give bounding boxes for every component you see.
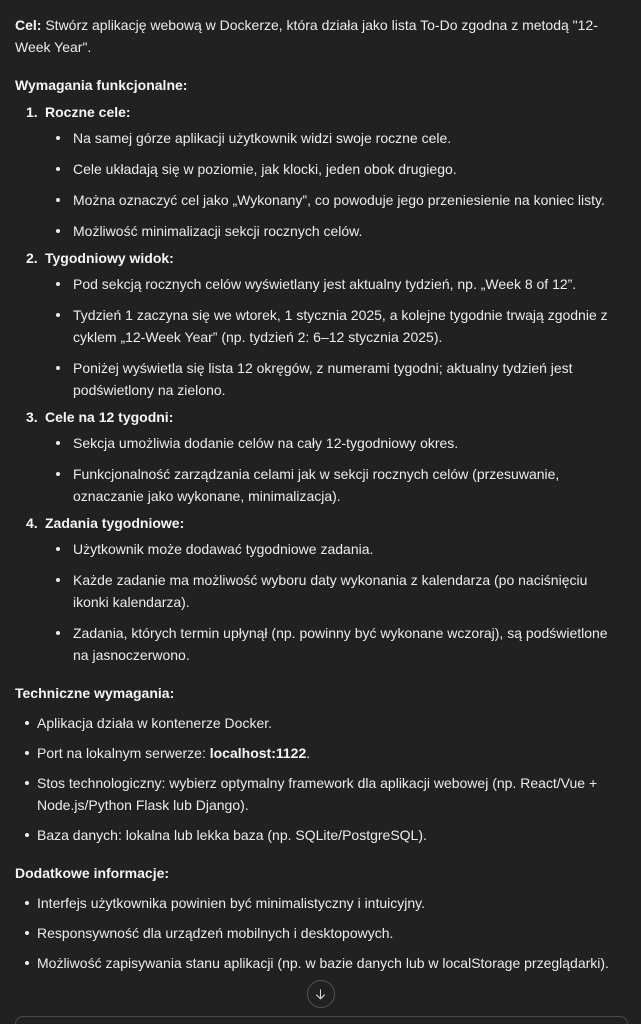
scroll-to-bottom-button[interactable] xyxy=(307,980,335,1008)
bullet-text: Baza danych: lokalna lub lekka baza (np. SQLite/PostgreSQL). xyxy=(37,827,427,843)
bullet-marker-icon xyxy=(56,282,60,286)
bullet-marker-icon xyxy=(56,631,60,635)
bullet-text: Stos technologiczny: wybierz optymalny framework dla aplikacji webowej (np. React/Vue + Node.js/Python Flask lub Django). xyxy=(37,775,598,813)
bullet-item xyxy=(15,712,626,734)
list-number: 1. xyxy=(26,104,38,120)
bullet-marker-icon xyxy=(56,366,60,370)
numbered-item-4-bullets xyxy=(15,534,626,666)
bullet-text: Poniżej wyświetla się lista 12 okręgów, z numerami tygodni; aktualny tydzień jest podświetlony na zielono. xyxy=(73,360,573,398)
port-value: localhost:1122 xyxy=(209,745,307,761)
technical-bullets xyxy=(15,704,626,846)
numbered-item-1-head xyxy=(15,101,626,123)
bullet-item xyxy=(15,952,626,974)
list-number: 3. xyxy=(26,409,38,425)
bullet-item xyxy=(15,538,626,560)
bullet-marker-icon xyxy=(56,167,60,171)
numbered-item-3 xyxy=(15,406,626,507)
bullet-item xyxy=(15,922,626,944)
bullet-text: Funkcjonalność zarządzania celami jak w sekcji rocznych celów (przesuwanie, oznaczanie jako wykonane, minimalizacja). xyxy=(73,466,560,504)
bullet-text: Każde zadanie ma możliwość wyboru daty wykonania z kalendarza (po naciśnięciu ikonki kalendarza). xyxy=(73,572,588,610)
numbered-item-1-bullets xyxy=(15,123,626,242)
bullet-item xyxy=(15,220,626,242)
port-period: . xyxy=(306,745,311,761)
numbered-item-1 xyxy=(15,101,626,242)
bullet-marker-icon xyxy=(25,901,29,905)
numbered-item-title: Cele na 12 tygodni: xyxy=(45,409,174,425)
bullet-marker-icon xyxy=(25,721,29,725)
numbered-item-title: Tygodniowy widok: xyxy=(45,250,174,266)
bullet-text: Sekcja umożliwia dodanie celów na cały 12-tygodniowy okres. xyxy=(73,435,459,451)
bullet-marker-icon xyxy=(56,441,60,445)
bullet-marker-icon xyxy=(56,472,60,476)
bullet-text: Tydzień 1 zaczyna się we wtorek, 1 stycznia 2025, a kolejne tygodnie trwają zgodnie z cyklem „12-Week Year” (np. tydzień 2: 6–12 stycznia 2025). xyxy=(73,307,608,345)
bullet-item xyxy=(15,892,626,914)
bullet-marker-icon xyxy=(56,313,60,317)
bullet-item xyxy=(15,463,626,507)
bullet-item xyxy=(15,127,626,149)
intro-lead-bold: Cel: xyxy=(15,17,42,33)
bullet-marker-icon xyxy=(25,751,29,755)
bullet-item xyxy=(15,158,626,180)
bullet-marker-icon xyxy=(25,781,29,785)
bullet-text: Możliwość minimalizacji sekcji rocznych celów. xyxy=(73,223,363,239)
bullet-item xyxy=(15,273,626,295)
bullet-marker-icon xyxy=(25,961,29,965)
intro-text: Stwórz aplikację webową w Dockerze, która działa jako lista To-Do zgodna z metodą "12-Week Year". xyxy=(15,17,598,55)
additional-bullets xyxy=(15,884,626,974)
numbered-item-3-head xyxy=(15,406,626,428)
bullet-marker-icon xyxy=(56,136,60,140)
bullet-text: Pod sekcją rocznych celów wyświetlany jest aktualny tydzień, np. „Week 8 of 12”. xyxy=(73,276,577,292)
bullet-marker-icon xyxy=(25,833,29,837)
bullet-item xyxy=(15,569,626,613)
bullet-item xyxy=(15,742,626,764)
bullet-item xyxy=(15,304,626,348)
bullet-text: Aplikacja działa w kontenerze Docker. xyxy=(37,715,273,731)
intro-paragraph xyxy=(15,14,626,58)
numbered-item-title: Zadania tygodniowe: xyxy=(45,515,185,531)
bullet-text: Na samej górze aplikacji użytkownik widzi swoje roczne cele. xyxy=(73,130,452,146)
section-heading-functional: Wymagania funkcjonalne: xyxy=(15,77,188,93)
bullet-item xyxy=(15,189,626,211)
section-heading-technical: Techniczne wymagania: xyxy=(15,685,175,701)
bullet-text: Cele układają się w poziomie, jak klocki, jeden obok drugiego. xyxy=(73,161,457,177)
bullet-marker-icon xyxy=(25,931,29,935)
port-label: Port na lokalnym serwerze: xyxy=(37,745,210,761)
numbered-item-2 xyxy=(15,247,626,401)
bullet-marker-icon xyxy=(56,578,60,582)
list-number: 4. xyxy=(26,515,38,531)
bullet-marker-icon xyxy=(56,547,60,551)
bullet-text: Responsywność dla urządzeń mobilnych i desktopowych. xyxy=(37,925,394,941)
numbered-item-2-bullets xyxy=(15,269,626,401)
bullet-item xyxy=(15,357,626,401)
section-heading-additional: Dodatkowe informacje: xyxy=(15,865,170,881)
numbered-item-3-bullets xyxy=(15,428,626,507)
bullet-item xyxy=(15,772,626,816)
bullet-item xyxy=(15,432,626,454)
bullet-marker-icon xyxy=(56,198,60,202)
numbered-item-title: Roczne cele: xyxy=(45,104,131,120)
bullet-text: Można oznaczyć cel jako „Wykonany”, co powoduje jego przeniesienie na koniec listy. xyxy=(73,192,605,208)
numbered-item-4 xyxy=(15,512,626,666)
numbered-item-4-head xyxy=(15,512,626,534)
composer-input-top[interactable] xyxy=(15,1016,628,1024)
bullet-text: Użytkownik może dodawać tygodniowe zadania. xyxy=(73,541,374,557)
bullet-item xyxy=(15,824,626,846)
list-number: 2. xyxy=(26,250,38,266)
bullet-text: Zadania, których termin upłynął (np. powinny być wykonane wczoraj), są podświetlone na jasnoczerwono. xyxy=(73,625,608,663)
bullet-item xyxy=(15,622,626,666)
arrow-down-icon xyxy=(313,987,328,1002)
numbered-item-2-head xyxy=(15,247,626,269)
bullet-text: Interfejs użytkownika powinien być minimalistyczny i intuicyjny. xyxy=(37,895,425,911)
bullet-text xyxy=(37,742,626,764)
bullet-marker-icon xyxy=(56,229,60,233)
bullet-text: Możliwość zapisywania stanu aplikacji (np. w bazie danych lub w localStorage przeglądarki). xyxy=(37,955,609,971)
